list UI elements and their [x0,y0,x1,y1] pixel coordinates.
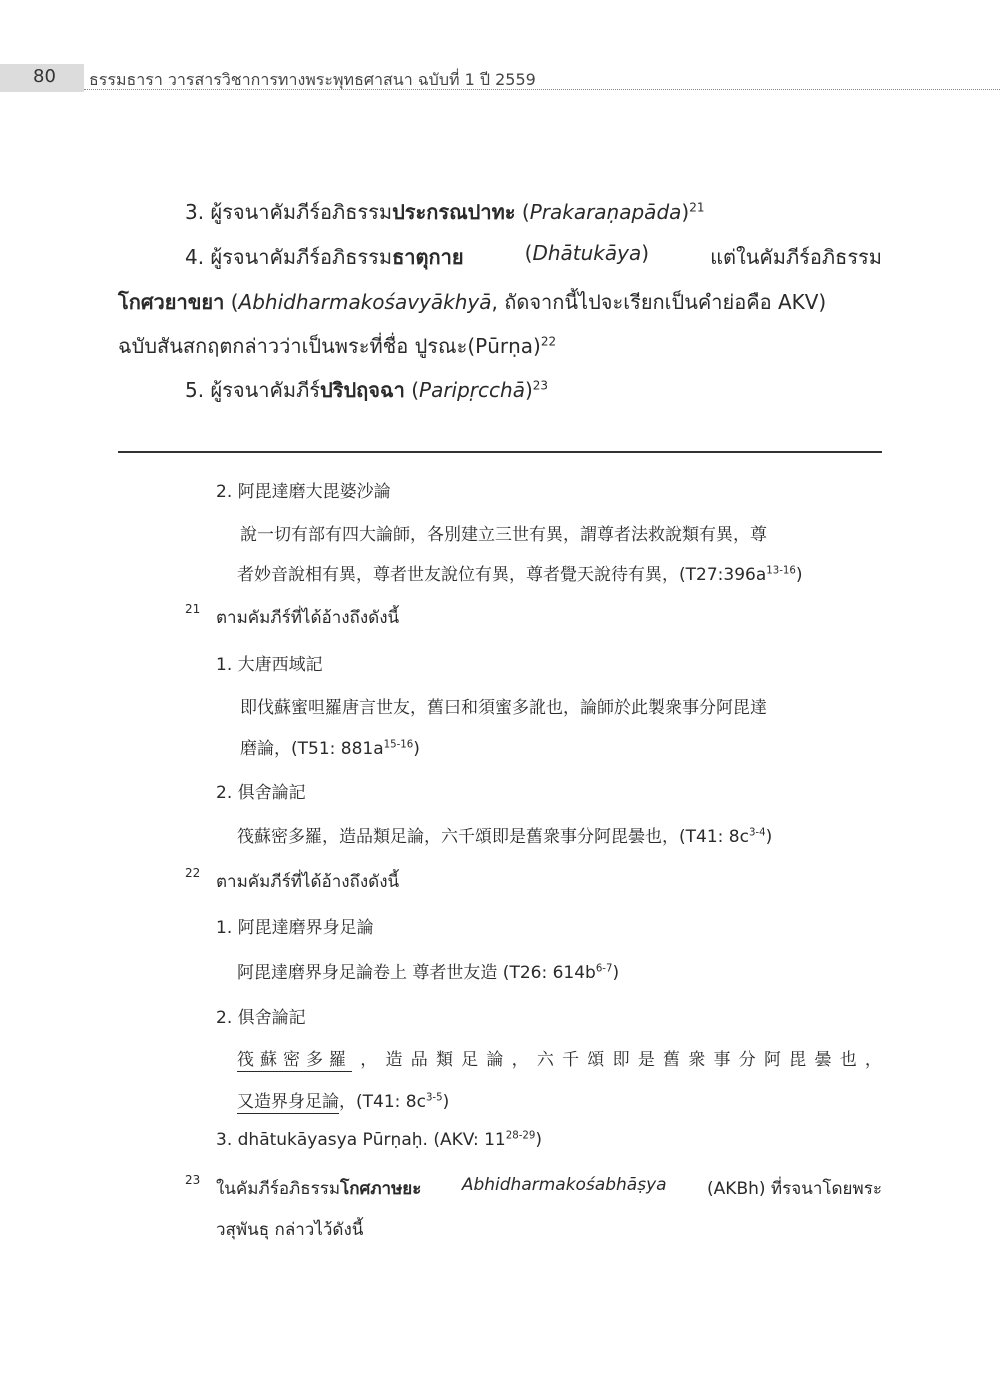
fn22-item2-char: ， [360,1050,378,1070]
footnote-separator-rule [118,451,882,453]
fn-cont-item2-line1-text: 說一切有部有四大論師，各別建立三世有異，謂尊者法救說類有異，尊 [240,525,767,545]
item4-line3: ฉบับสันสกฤตกล่าวว่าเป็นพระที่ชื่อ ปูรณะ(Pūrṇa) [118,334,541,358]
fn21-text: ตามคัมภีร์ที่ได้อ้างถึงดังนี้ [216,608,400,628]
fn-cont-item2-title: 2. 阿毘達磨大毘婆沙論 [216,482,391,502]
fn23-lead: ในคัมภีร์อภิธรรม [216,1179,341,1199]
fn-cont-item2-line2 [237,560,803,585]
fn22-item2-line2 [237,1087,449,1112]
fn21-item2-line1-sup: 3-4 [748,827,766,839]
fn22-item2-line2-close: ) [442,1092,450,1112]
running-title-dotted-rule [84,89,1000,90]
fn22-item2-line1 [237,1045,882,1070]
fn-cont-item2-line1 [240,520,882,545]
fn21-item1-line1-text: 即伐蘇蜜呾羅唐言世友，舊曰和須蜜多訛也，論師於此製衆事分阿毘達 [240,698,767,718]
fn21-item1-line2-close: ) [413,739,420,759]
footnote-number-22: 22 [185,866,201,880]
footnote-ref-22[interactable]: 22 [540,334,557,349]
fn22-item2-line2-sup: 3-5 [425,1092,443,1104]
item4-bold-title: ธาตุกาย [392,245,464,269]
body-item-4-line2 [118,286,826,318]
item4-line2-open: ( [224,290,239,314]
fn22-item2-char: 舊 [663,1050,681,1070]
item4-lead: 4. ผู้รจนาคัมภีร์อภิธรรม [185,245,393,269]
fn22-item2-char: 曇 [814,1050,832,1070]
page-number: 80 [33,66,56,87]
item3-italic-title: Prakaraṇapāda [529,200,682,224]
item5-lead: 5. ผู้รจนาคัมภีร์ [185,378,321,402]
fn22-item2-char: 六 [536,1050,554,1070]
fn22-item1-title: 1. 阿毘達磨界身足論 [216,918,374,938]
fn-cont-item2-line2-sup: 13-16 [766,565,796,577]
item5-italic-title: Paripṛcchā [419,378,525,402]
item5-bold-title: ปริปฤจฉา [320,378,405,402]
item4-line2-rest: , ถัดจากนี้ไปจะเรียกเป็นคำย่อคือ AKV) [491,290,827,314]
fn22-item2-char: 品 [410,1050,428,1070]
item3-open: ( [515,200,530,224]
body-item-5 [185,374,548,406]
fn22-item2-char: 即 [612,1050,630,1070]
fn22-item2-char: 類 [435,1050,453,1070]
item5-close: ) [524,378,533,402]
fn22-item2-char: 也 [839,1050,857,1070]
item4-tail: แต่ในคัมภีร์อภิธรรม [710,245,882,269]
fn22-item1-line1-close: ) [612,963,620,983]
footnote-ref-23[interactable]: 23 [532,378,549,393]
item3-bold-title: ประกรณปาทะ [392,200,516,224]
item3-close: ) [681,200,690,224]
fn21-item2-title: 2. 俱舍論記 [216,783,306,803]
fn23-line2: วสุพันธุ กล่าวไว้ดังนี้ [216,1220,364,1240]
fn21-item1-line2-text: 磨論，(T51: 881a [240,739,384,759]
fn22-item3 [216,1130,542,1150]
fn22-item2-char: 是 [637,1050,655,1070]
fn22-item2-char: 造 [385,1050,403,1070]
fn22-item2-line2-rest: ，(T41: 8c [339,1092,426,1112]
fn21-item1-title: 1. 大唐西域記 [216,655,323,675]
body-item-4-line1 [185,241,882,273]
fn22-item2-char: ， [864,1050,882,1070]
footnote-number-21: 21 [185,602,201,616]
fn22-item2-char: 千 [562,1050,580,1070]
footnote-number-23: 23 [185,1173,201,1187]
fn23-line1 [216,1175,882,1202]
fn-cont-item2-line2-close: ) [795,565,803,585]
fn21-item2-line1-text: 筏蘇密多羅，造品類足論，六千頌即是舊衆事分阿毘曇也，(T41: 8c [237,827,749,847]
fn22-item3-text: 3. dhātukāyasya Pūrṇaḥ. (AKV: 11 [216,1130,506,1150]
body-item-4-line3 [118,330,556,362]
fn23-bold-title: โกศภาษยะ [340,1179,422,1199]
fn22-item2-title: 2. 俱舍論記 [216,1008,306,1028]
footnote-ref-21[interactable]: 21 [689,200,705,215]
fn21-item1-line1 [240,693,882,718]
fn21-item1-line2-sup: 15-16 [383,739,414,751]
fn22-item3-close: ) [535,1130,542,1150]
item3-lead: 3. ผู้รจนาคัมภีร์อภิธรรม [185,200,393,224]
fn22-item3-sup: 28-29 [505,1130,536,1142]
fn22-item2-line1-underlined: 筏蘇密多羅 [237,1050,352,1070]
fn23-rest: (AKBh) ที่รจนาโดยพระ [707,1179,882,1199]
running-title: ธรรมธารา วารสารวิชาการทางพระพุทธศาสนา ฉบับที่ 1 ปี 2559 [89,70,536,89]
item4-line2-italic: Abhidharmakośavyākhyā [238,290,492,314]
fn23-italic-title: Abhidharmakośabhāṣya [461,1175,667,1195]
fn22-item2-char: 毘 [789,1050,807,1070]
fn22-item1-line1-text: 阿毘達磨界身足論卷上 尊者世友造 (T26: 614b [237,963,596,983]
fn22-item1-line1-sup: 6-7 [595,963,613,975]
item4-italic-title: Dhātukāya [532,241,642,265]
item4-line2-bold: โกศวยาขยา [118,290,225,314]
body-item-3 [185,196,705,228]
fn22-item2-char: 論 [486,1050,504,1070]
fn22-item2-char: 事 [713,1050,731,1070]
fn21-item2-line1-close: ) [765,827,773,847]
item4-close: ) [641,241,650,265]
fn21-item2-line1 [237,822,772,847]
fn21-item1-line2 [240,734,420,759]
fn22-text: ตามคัมภีร์ที่ได้อ้างถึงดังนี้ [216,872,400,892]
fn22-item2-char: 阿 [763,1050,781,1070]
fn22-item2-char: 分 [738,1050,756,1070]
fn22-item2-char: 頌 [587,1050,605,1070]
fn22-item2-char: ， [511,1050,529,1070]
fn22-item2-line2-underlined: 又造界身足論 [237,1092,339,1112]
fn22-item2-char: 衆 [688,1050,706,1070]
fn22-item2-char: 足 [461,1050,479,1070]
item4-open: ( [524,241,533,265]
fn22-item1-line1 [237,958,619,983]
fn-cont-item2-line2-text: 者妙音說相有異，尊者世友說位有異，尊者覺天說待有異，(T27:396a [237,565,767,585]
item5-open: ( [404,378,420,402]
